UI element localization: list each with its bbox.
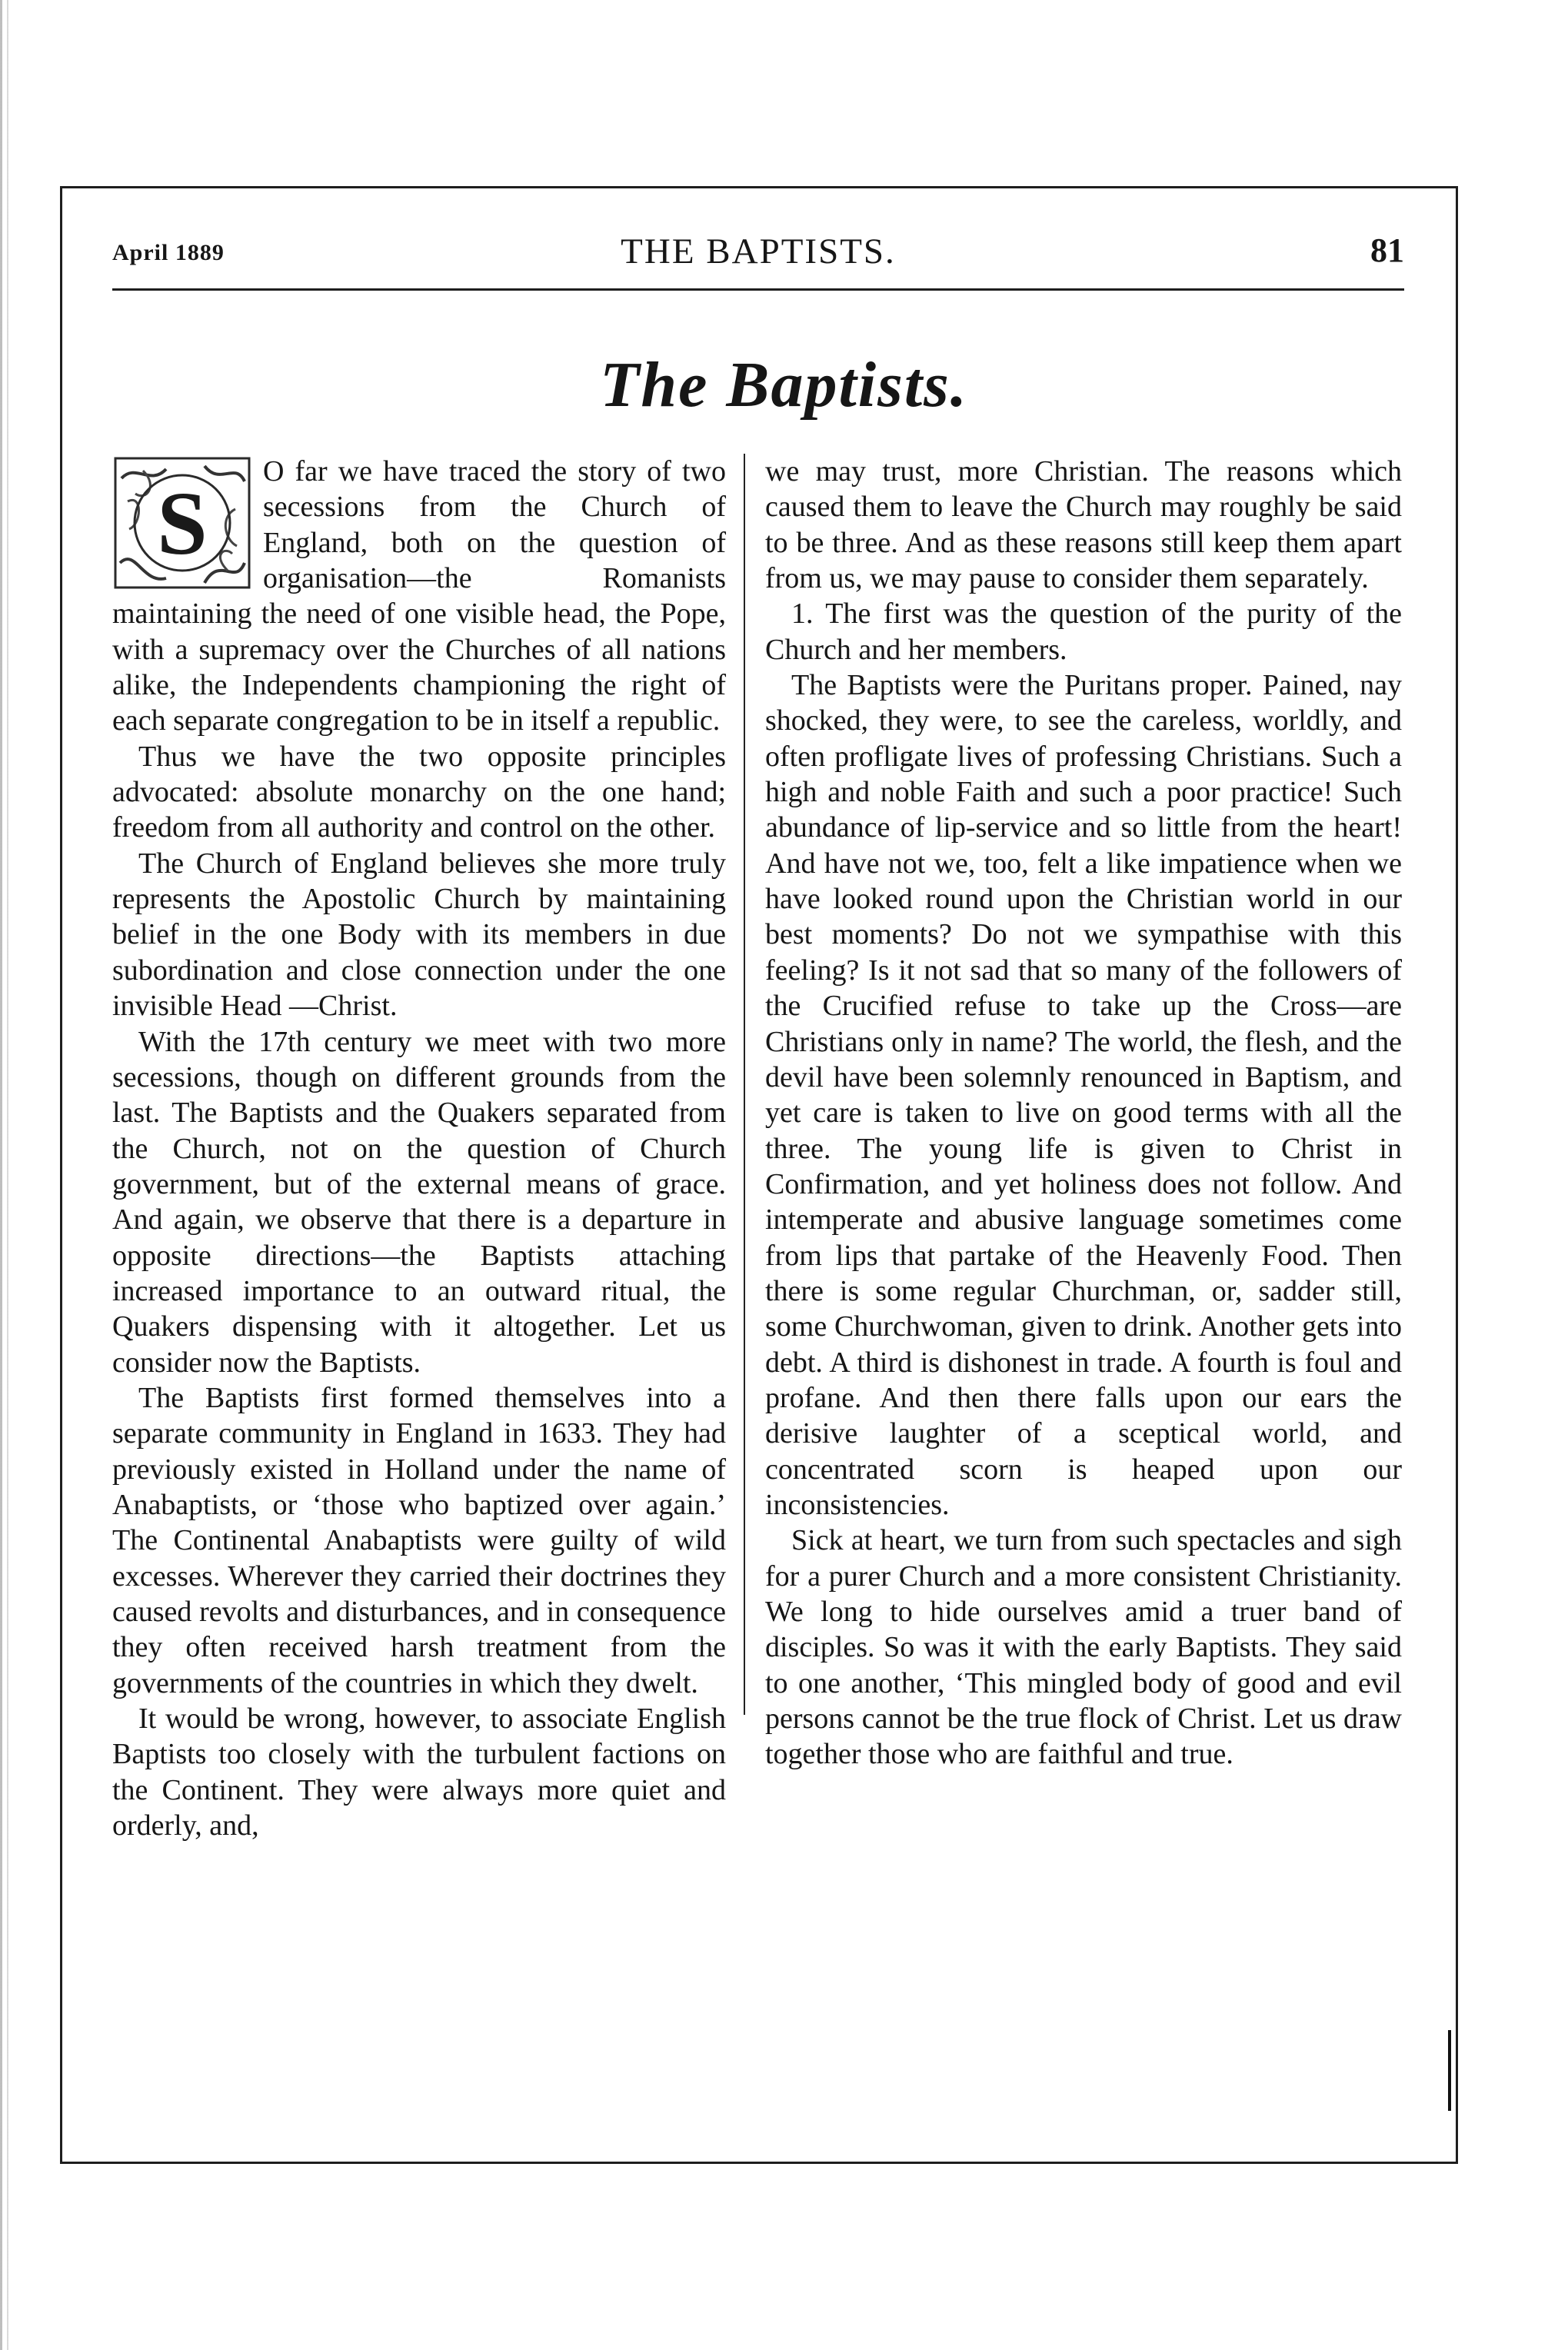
page-number: 81 (1370, 231, 1404, 269)
paragraph: 1. The first was the question of the purity of the Church and her members. (765, 597, 1402, 666)
left-column (112, 454, 726, 1843)
decorative-initial-s (112, 455, 252, 591)
column-divider (744, 454, 745, 1715)
dropcap-letter: S (157, 473, 208, 574)
paragraph: we may trust, more Christian. The reasons which caused them to leave the Church may roughly be said to be three. And as these reasons still keep them apart from us, we may pause to consider them separately. (765, 455, 1402, 595)
running-head-title: THE BAPTISTS. (621, 231, 896, 271)
running-head (112, 231, 1404, 281)
paragraph: The Baptists were the Puritans proper. Pained, nay shocked, they were, to see the careless, worldly, and often profligate lives of professing Christians. Such a high and noble Faith and such a poor practice! Such abundance of lip-service and so little from the heart! And have not we, too, felt a like impatience when we have looked round upon the Christian world in our best moments? Do not we sympathise with this feeling? Is it not sad that so many of the followers of the Crucified refuse to take up the Cross—are Christians only in name? The world, the flesh, and the devil have been solemnly renounced in Baptism, and yet care is taken to live on good terms with all the three. The young life is given to Christ in Confirmation, and yet holiness does not follow. And intemperate and abusive language sometimes come from lips that partake of the Heavenly Food. Then there is some regular Churchman, or, sadder still, some Churchwoman, given to drink. Another gets into debt. A third is dishonest in trade. A fourth is foul and profane. And then there falls upon our ears the derisive laughter of a sceptical world, and concentrated scorn is heaped upon our inconsistencies. (765, 669, 1402, 1521)
header-rule (112, 288, 1404, 291)
paragraph: The Church of England believes she more truly represents the Apostolic Church by maintaining belief in the one Body with its members in due subordination and close connection under the one invisible Head —Christ. (112, 847, 726, 1023)
paragraph-text: O far we have traced the story of two secessions from the Church of England, both on the question of organisation—the Romanists maintaining the need of one visible head, the Pope, with a supremacy over the Churches of all nations alike, the Independents championing the right of each separate congregation to be in itself a republic. (112, 455, 726, 737)
margin-mark (1448, 2030, 1451, 2111)
paragraph: The Baptists first formed themselves into a separate community in England in 1633. They had previously existed in Holland under the name of Anabaptists, or ‘those who baptized over again.’ The Continental Anabaptists were guilty of wild excesses. Wherever they carried their doctrines they caused revolts and disturbances, and in consequence they often received harsh treatment from the governments of the countries in which they dwelt. (112, 1381, 726, 1699)
paragraph: Sick at heart, we turn from such spectacles and sigh for a purer Church and a more consistent Christianity. We long to hide ourselves amid a truer band of disciples. So was it with the early Baptists. They said to one another, ‘This mingled body of good and evil persons cannot be the true flock of Christ. Let us draw together those who are faithful and true. (765, 1524, 1402, 1771)
right-column (765, 454, 1402, 1772)
ornament-icon (112, 455, 252, 591)
paragraph (112, 454, 726, 739)
paragraph: It would be wrong, however, to associate English Baptists too closely with the turbulent factions on the Continent. They were always more quiet and orderly, and, (112, 1703, 726, 1842)
paragraph: With the 17th century we meet with two more secessions, though on different grounds from the last. The Baptists and the Quakers separated from the Church, not on the question of Church government, but of the external means of grace. And again, we observe that there is a departure in opposite directions—the Baptists attaching increased importance to an outward ritual, the Quakers dispensing with it altogether. Let us consider now the Baptists. (112, 1025, 726, 1379)
article-title: The Baptists. (600, 349, 968, 421)
running-head-date: April 1889 (112, 240, 225, 265)
paragraph: Thus we have the two opposite principles advocated: absolute monarchy on the one hand; freedom from all authority and control on the other. (112, 740, 726, 844)
